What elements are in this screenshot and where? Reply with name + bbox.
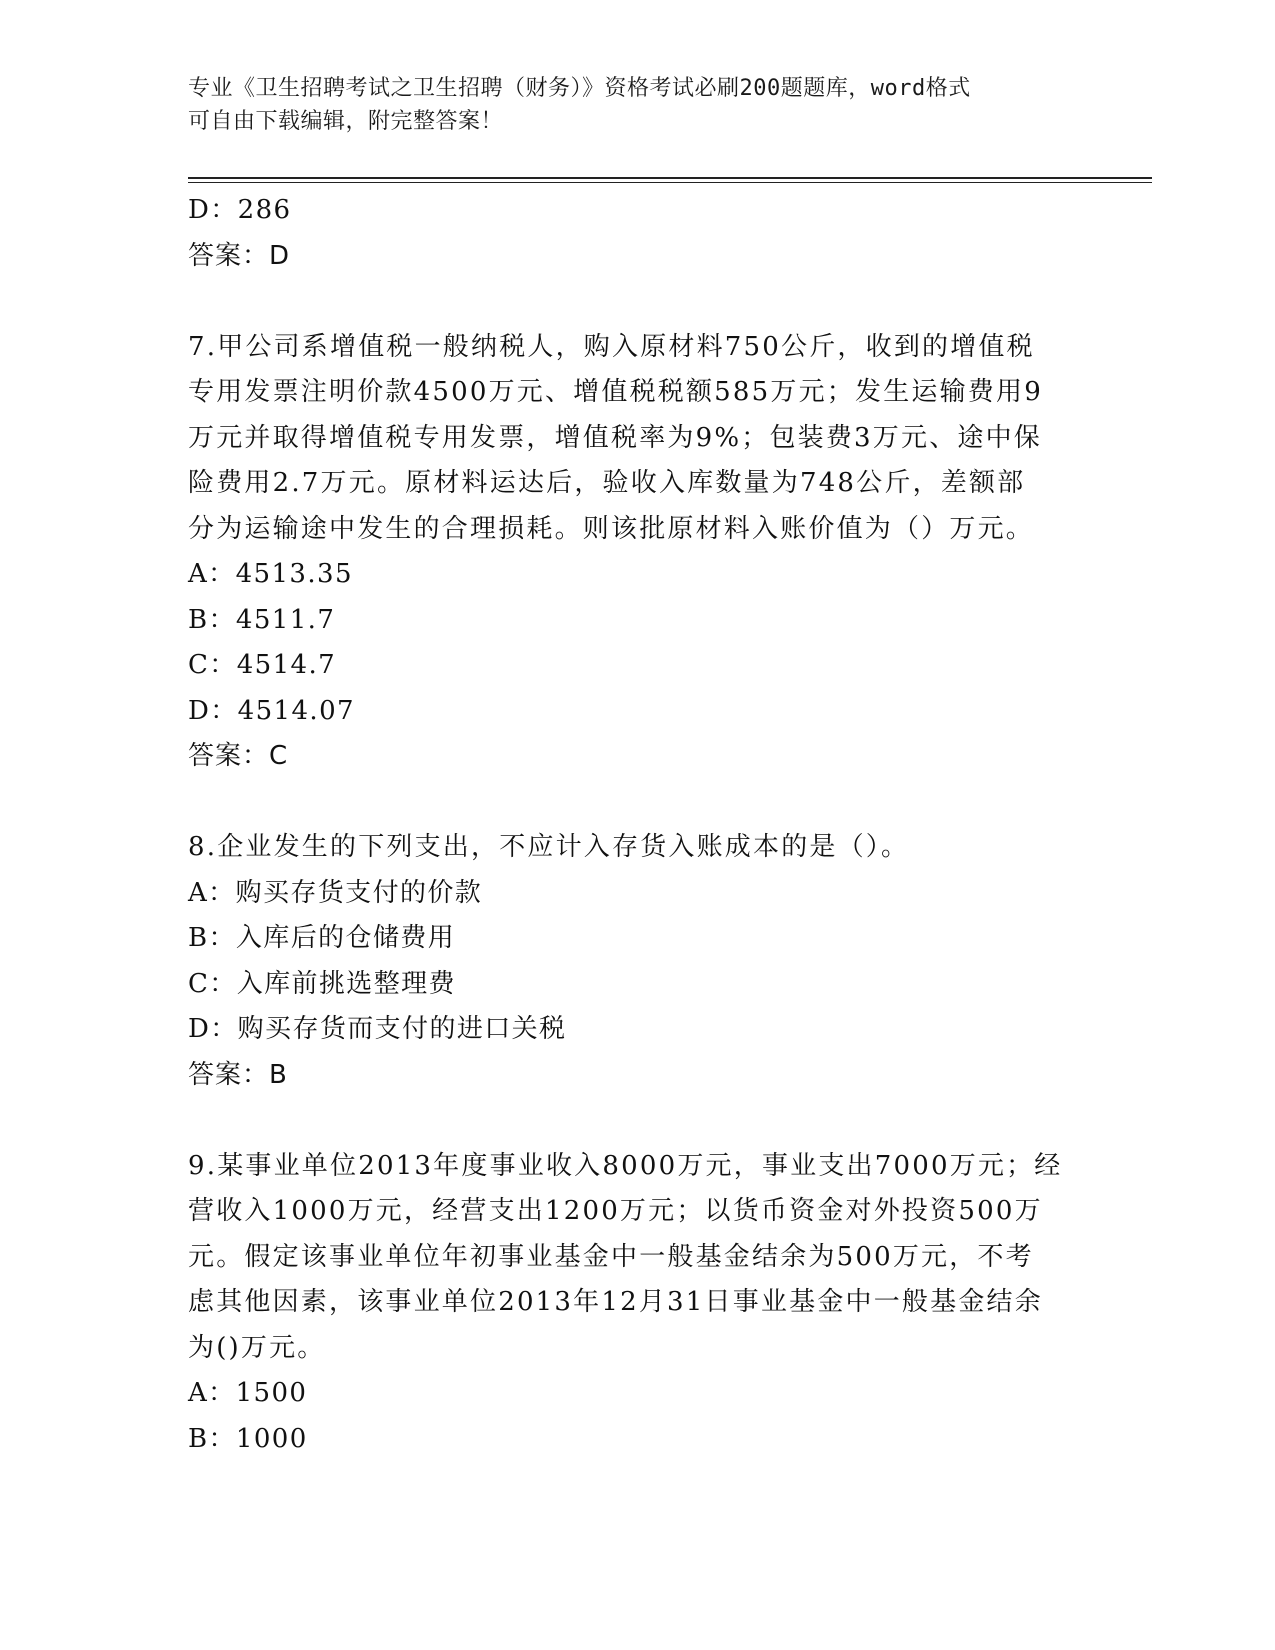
question-7-text-line: 7.甲公司系增值税一般纳税人，购入原材料750公斤，收到的增值税 — [188, 331, 1035, 362]
question-8-option-a: A：购买存货支付的价款 — [188, 877, 483, 908]
question-7-answer: 答案：C — [188, 741, 289, 771]
question-8-option-d: D：购买存货而支付的进口关税 — [188, 1014, 567, 1044]
question-9-option-b: B：1000 — [188, 1423, 308, 1454]
question-7-option-d: D：4514.07 — [188, 695, 355, 726]
prev-option-d: D：286 — [188, 195, 292, 225]
header-title-line-2: 可自由下载编辑，附完整答案！ — [188, 109, 504, 134]
spacer — [188, 1098, 1068, 1144]
question-9-text-line: 9.某事业单位2013年度事业收入8000万元，事业支出7000万元；经 — [188, 1150, 1063, 1181]
spacer — [188, 279, 1068, 325]
prev-answer: 答案：D — [188, 240, 291, 271]
question-9-text-line: 为()万元。 — [188, 1332, 326, 1363]
question-9 — [188, 1144, 1068, 1463]
question-7 — [188, 325, 1068, 780]
header-divider-thin — [188, 182, 1152, 183]
question-7-option-c: C：4514.7 — [188, 650, 337, 680]
question-9-text-line: 虑其他因素，该事业单位2013年12月31日事业基金中一般基金结余 — [188, 1287, 1043, 1317]
question-7-text-line: 专用发票注明价款4500万元、增值税税额585万元；发生运输费用9 — [188, 377, 1043, 407]
spacer — [188, 780, 1068, 826]
document-header — [188, 72, 1068, 138]
document-body — [188, 188, 1068, 1462]
question-8-option-c: C：入库前挑选整理费 — [188, 968, 456, 999]
question-8-answer: 答案：B — [188, 1059, 288, 1090]
header-divider-thick — [188, 177, 1152, 179]
question-9-text-line: 营收入1000万元，经营支出1200万元；以货币资金对外投资500万 — [188, 1196, 1043, 1226]
question-9-option-a: A：1500 — [188, 1378, 308, 1408]
question-7-option-b: B：4511.7 — [188, 604, 336, 635]
question-7-text-line: 万元并取得增值税专用发票，增值税率为9%；包装费3万元、途中保 — [188, 422, 1042, 453]
question-9-text-line: 元。假定该事业单位年初事业基金中一般基金结余为500万元，不考 — [188, 1241, 1034, 1272]
question-8-text-line: 8.企业发生的下列支出，不应计入存货入账成本的是（）。 — [188, 832, 910, 862]
question-7-text-line: 险费用2.7万元。原材料运达后，验收入库数量为748公斤，差额部 — [188, 468, 1026, 498]
question-7-text-line: 分为运输途中发生的合理损耗。则该批原材料入账价值为（）万元。 — [188, 513, 1035, 544]
question-8 — [188, 825, 1068, 1098]
question-8-option-b: B：入库后的仓储费用 — [188, 923, 456, 953]
header-title-line-1: 专业《卫生招聘考试之卫生招聘（财务）》资格考试必刷200题题库，word格式 — [188, 76, 971, 101]
question-7-option-a: A：4513.35 — [188, 559, 353, 589]
